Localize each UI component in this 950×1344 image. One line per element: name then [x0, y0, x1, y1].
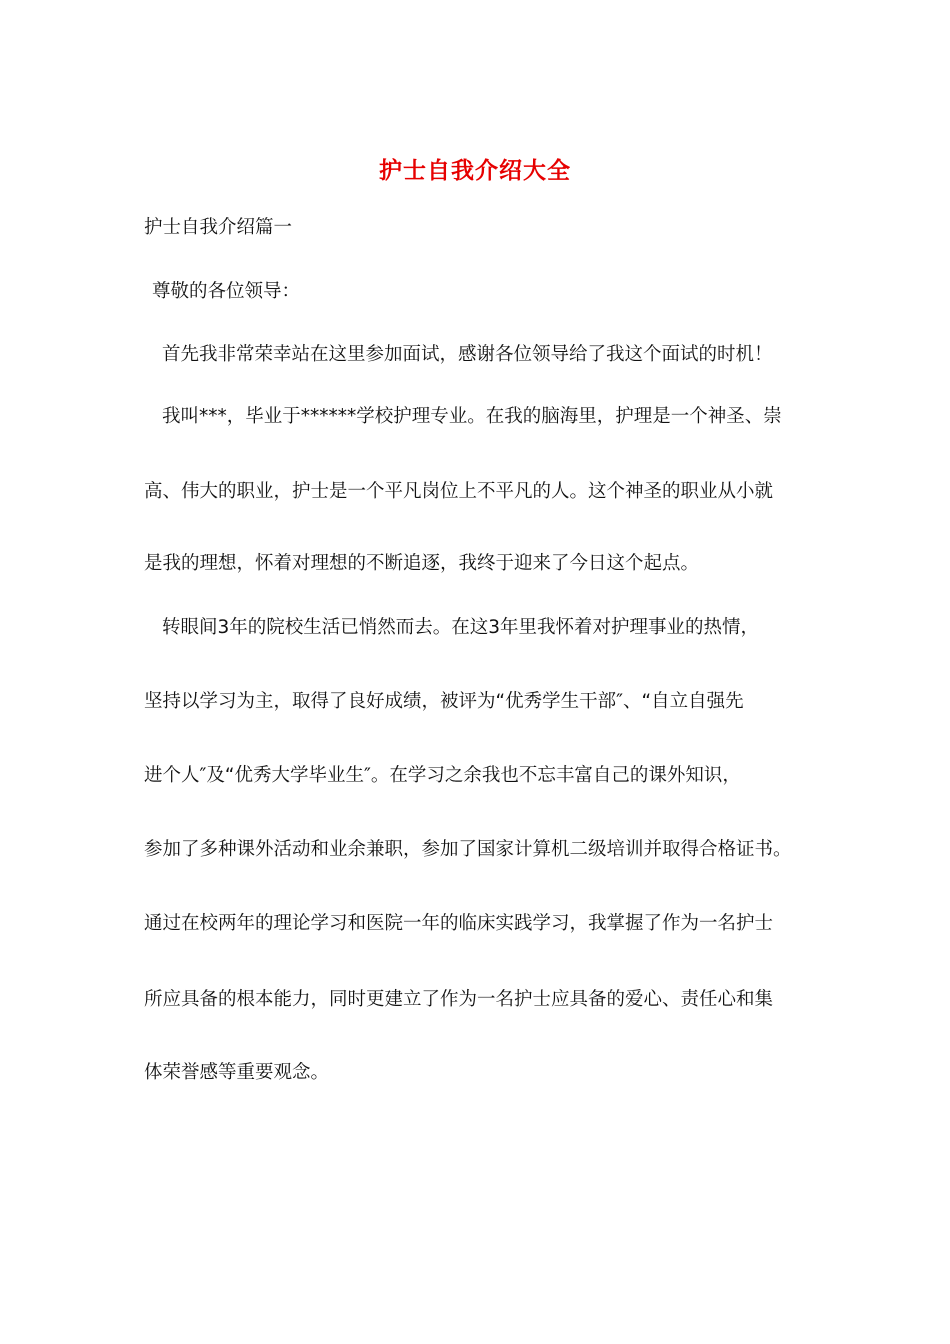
paragraph-line: 首先我非常荣幸站在这里参加面试，感谢各位领导给了我这个面试的时机！: [162, 344, 773, 365]
document-title: 护士自我介绍大全: [379, 158, 571, 184]
paragraph-line: 体荣誉感等重要观念。: [144, 1062, 330, 1083]
paragraph-line: 进个人″及“优秀大学毕业生″。在学习之余我也不忘丰富自己的课外知识，: [144, 765, 741, 786]
paragraph-line: 所应具备的根本能力，同时更建立了作为一名护士应具备的爱心、责任心和集: [144, 989, 774, 1010]
salutation: 尊敬的各位领导：: [152, 281, 301, 302]
paragraph-line: 是我的理想，怀着对理想的不断追逐，我终于迎来了今日这个起点。: [144, 553, 700, 574]
paragraph-line: 通过在校两年的理论学习和医院一年的临床实践学习，我掌握了作为一名护士: [144, 913, 774, 934]
paragraph-line: 转眼间3年的院校生活已悄然而去。在这3年里我怀着对护理事业的热情，: [162, 617, 760, 638]
paragraph-line: 坚持以学习为主，取得了良好成绩，被评为“优秀学生干部″、“自立自强先: [144, 691, 744, 712]
paragraph-line: 参加了多种课外活动和业余兼职，参加了国家计算机二级培训并取得合格证书。: [144, 839, 792, 860]
paragraph-line: 我叫***，毕业于******学校护理专业。在我的脑海里，护理是一个神圣、崇: [162, 406, 782, 427]
section-heading: 护士自我介绍篇一: [144, 217, 293, 238]
paragraph-line: 高、伟大的职业，护士是一个平凡岗位上不平凡的人。这个神圣的职业从小就: [144, 481, 774, 502]
